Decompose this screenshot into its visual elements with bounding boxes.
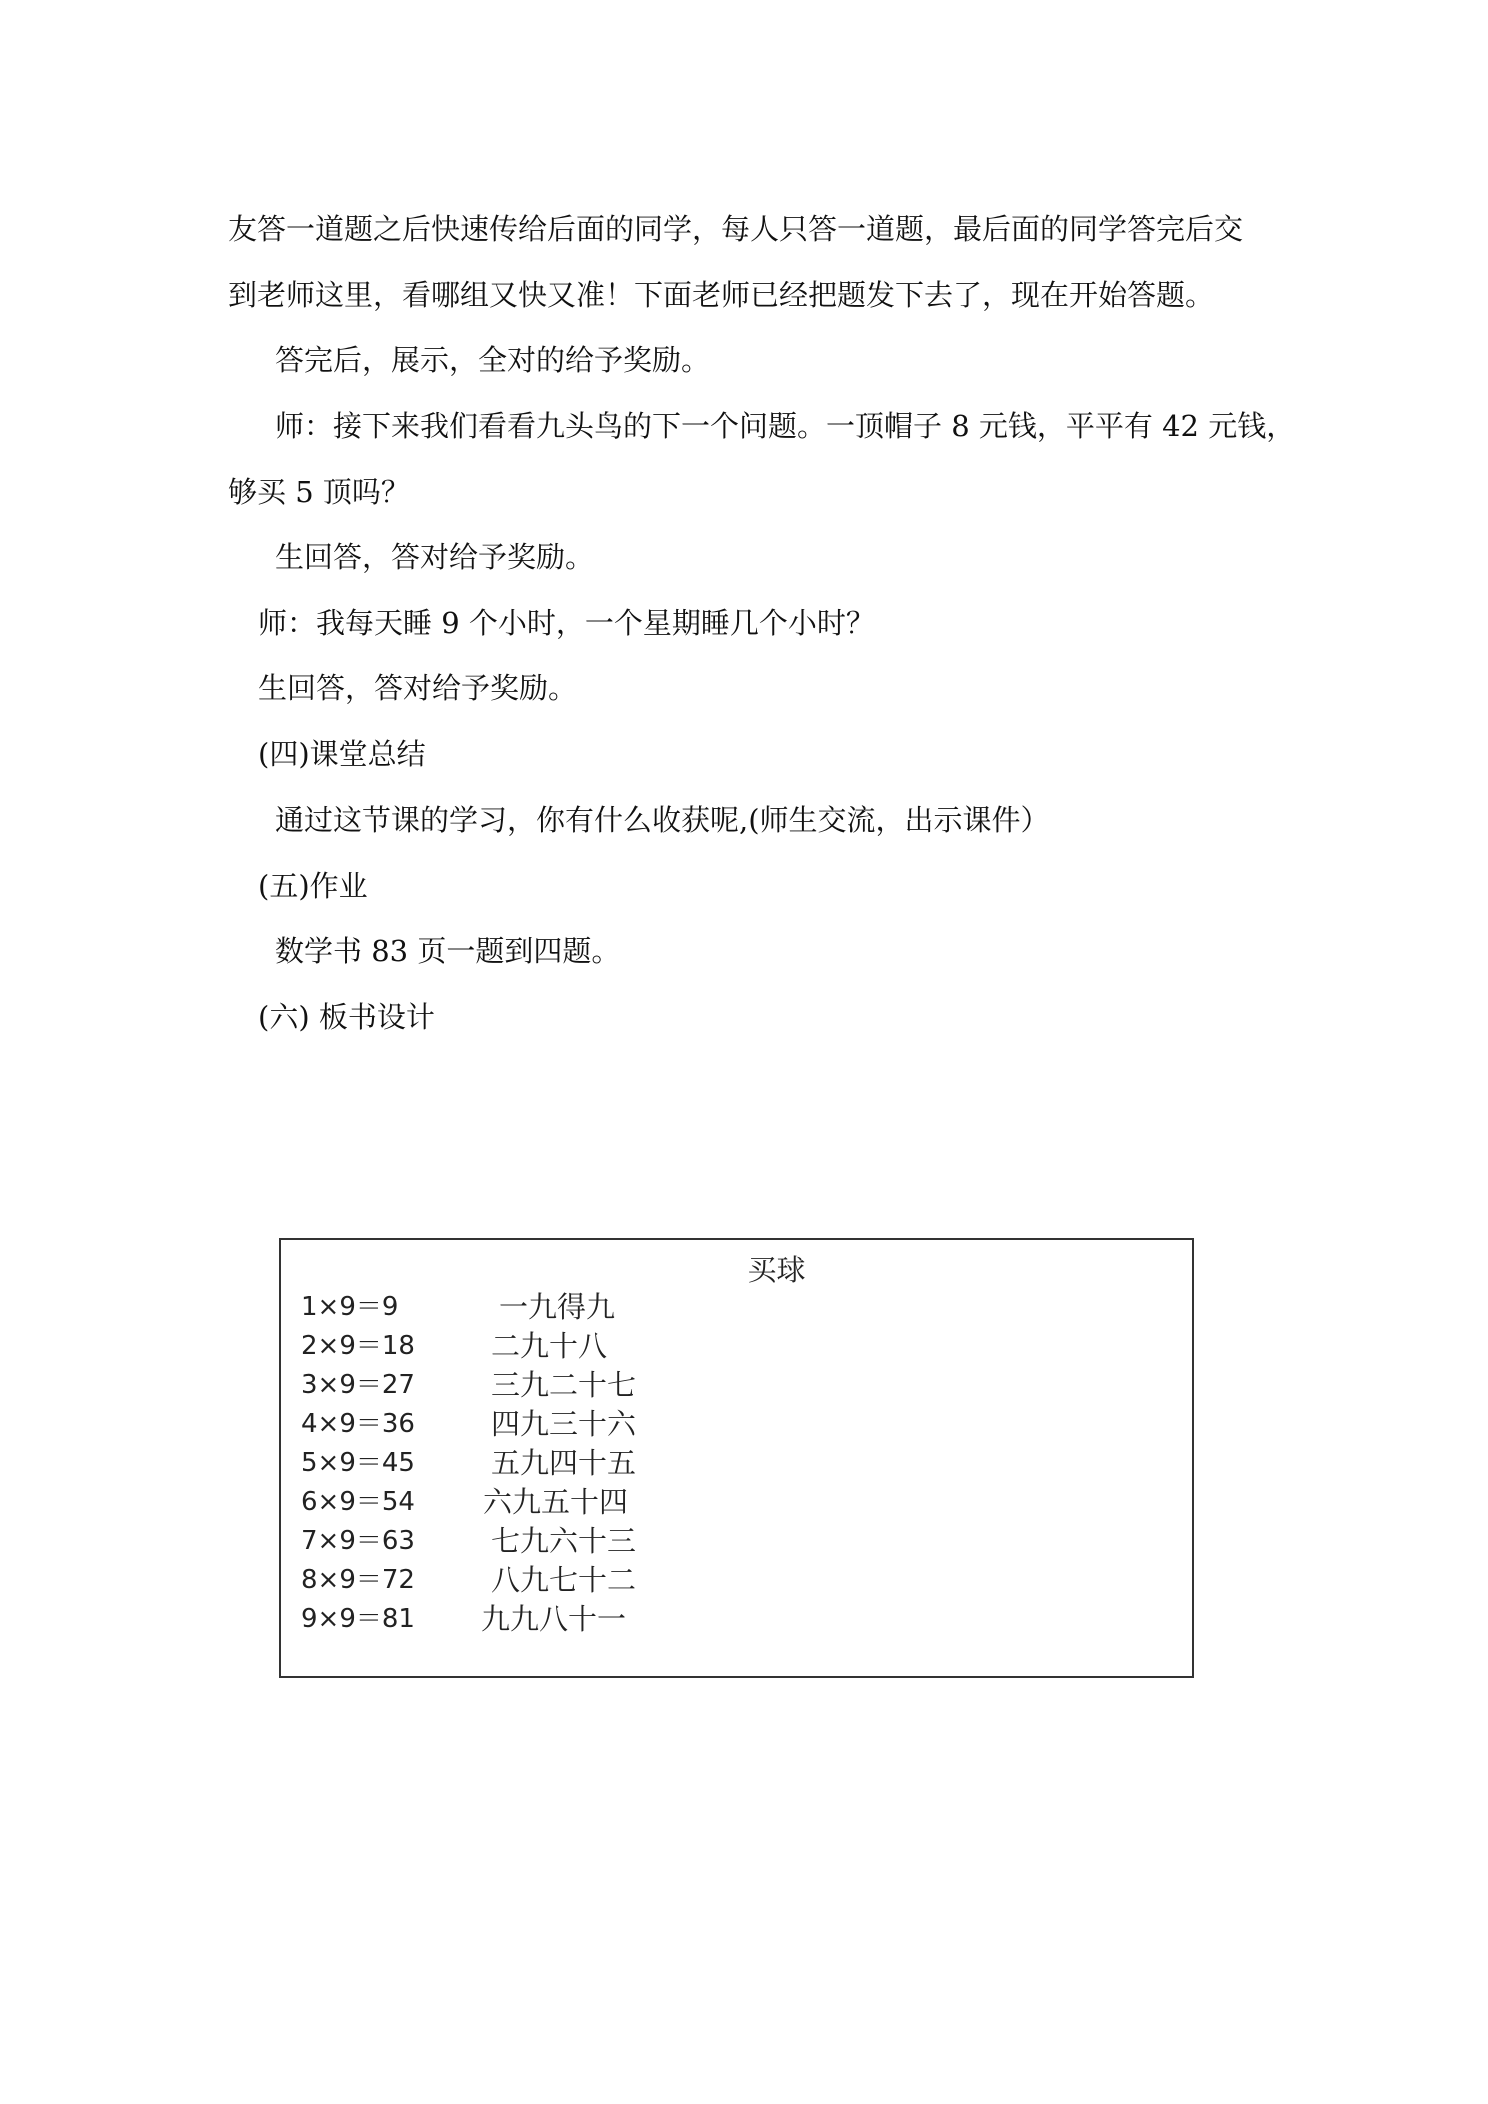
paragraph-line-3: 答完后，展示，全对的给予奖励。 bbox=[275, 343, 711, 377]
paragraph-line-6: 生回答，答对给予奖励。 bbox=[275, 540, 595, 574]
board-rhyme: 一九得九 bbox=[499, 1290, 616, 1324]
section-heading-board-design: (六) 板书设计 bbox=[258, 1000, 435, 1034]
paragraph-line-7: 师：我每天睡 9 个小时，一个星期睡几个小时？ bbox=[258, 606, 875, 640]
board-equation: 1×9＝9 bbox=[301, 1292, 399, 1322]
board-rhyme: 三九二十七 bbox=[491, 1368, 637, 1402]
board-equation: 8×9＝72 bbox=[301, 1565, 415, 1595]
board-equation: 5×9＝45 bbox=[301, 1448, 415, 1478]
section-heading-summary: (四)课堂总结 bbox=[258, 737, 426, 771]
board-equation: 7×9＝63 bbox=[301, 1526, 415, 1556]
board-rhyme: 八九七十二 bbox=[491, 1563, 637, 1597]
board-equation: 3×9＝27 bbox=[301, 1370, 415, 1400]
paragraph-line-8: 生回答，答对给予奖励。 bbox=[258, 671, 578, 705]
paragraph-line-10: 通过这节课的学习，你有什么收获呢,(师生交流，出示课件） bbox=[275, 803, 1050, 837]
board-equation: 6×9＝54 bbox=[301, 1487, 415, 1517]
paragraph-line-4: 师：接下来我们看看九头鸟的下一个问题。一顶帽子 8 元钱，平平有 42 元钱， bbox=[275, 409, 1296, 443]
paragraph-line-1: 友答一道题之后快速传给后面的同学，每人只答一道题，最后面的同学答完后交 bbox=[228, 212, 1244, 246]
section-heading-homework: (五)作业 bbox=[258, 869, 368, 903]
board-rhyme: 二九十八 bbox=[491, 1329, 608, 1363]
board-rhyme: 七九六十三 bbox=[491, 1524, 637, 1558]
board-rhyme: 五九四十五 bbox=[491, 1446, 637, 1480]
paragraph-line-5: 够买 5 顶吗？ bbox=[228, 475, 410, 509]
paragraph-line-2: 到老师这里，看哪组又快又准！下面老师已经把题发下去了，现在开始答题。 bbox=[228, 278, 1215, 312]
blackboard-design-box bbox=[279, 1238, 1194, 1678]
board-rhyme: 九九八十一 bbox=[481, 1602, 627, 1636]
board-rhyme: 四九三十六 bbox=[491, 1407, 637, 1441]
board-rhyme: 六九五十四 bbox=[483, 1485, 629, 1519]
board-equation: 4×9＝36 bbox=[301, 1409, 415, 1439]
board-equation: 9×9＝81 bbox=[301, 1604, 415, 1634]
paragraph-line-12: 数学书 83 页一题到四题。 bbox=[275, 934, 621, 968]
board-equation: 2×9＝18 bbox=[301, 1331, 415, 1361]
board-title: 买球 bbox=[747, 1253, 806, 1287]
